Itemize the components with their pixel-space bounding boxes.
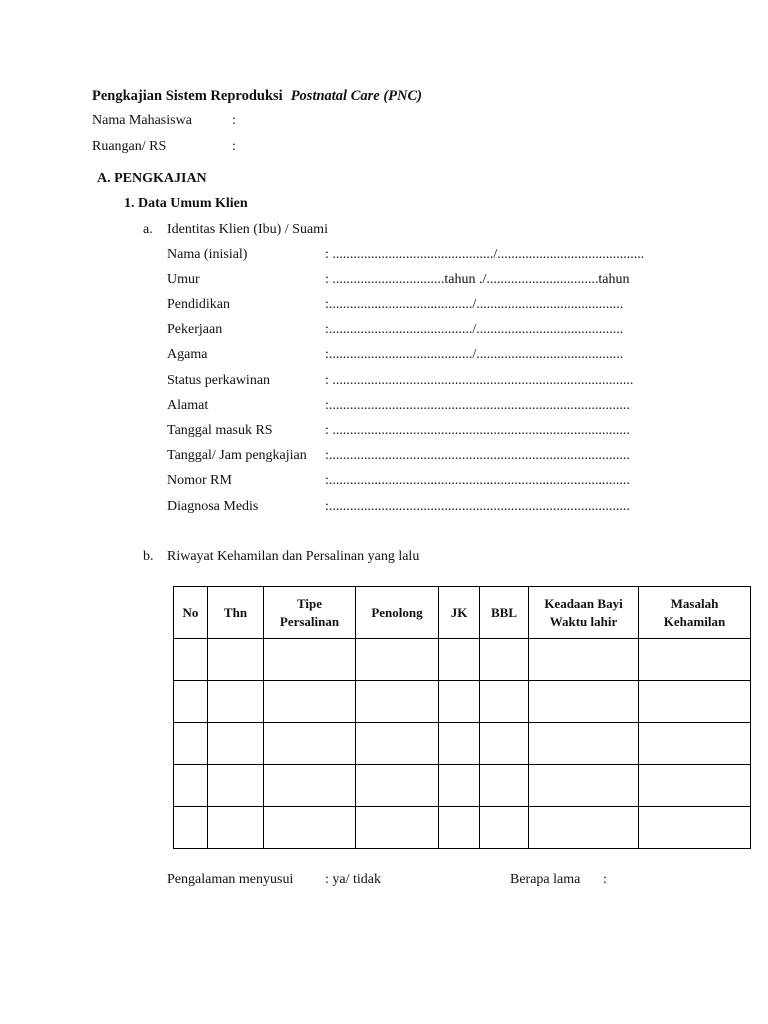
field-value[interactable]: :........................................./.......................................... (325, 297, 624, 312)
table-cell[interactable] (264, 807, 356, 849)
room-colon: : (232, 139, 236, 154)
form-title-prefix: Pengkajian Sistem Reproduksi (92, 88, 283, 104)
table-cell[interactable] (174, 639, 208, 681)
table-row (174, 723, 751, 765)
col-header-no: No (174, 587, 208, 639)
table-cell[interactable] (529, 807, 639, 849)
table-cell[interactable] (529, 681, 639, 723)
item-b-marker: b. (143, 549, 154, 564)
table-cell[interactable] (264, 765, 356, 807)
field-label: Alamat (167, 398, 209, 413)
field-value[interactable]: :...................................................................................... (325, 448, 630, 463)
field-value[interactable]: :........................................./.......................................... (325, 322, 624, 337)
table-cell[interactable] (356, 681, 439, 723)
field-label: Nomor RM (167, 473, 232, 488)
table-cell[interactable] (529, 723, 639, 765)
form-title-pnc: Postnatal Care (PNC) (290, 88, 422, 104)
field-value[interactable]: : ................................tahun ./................................tahun (325, 272, 630, 287)
table-cell[interactable] (264, 723, 356, 765)
col-header-year: Thn (208, 587, 264, 639)
field-label: Tanggal masuk RS (167, 423, 273, 438)
table-cell[interactable] (174, 681, 208, 723)
student-name-colon: : (232, 113, 236, 128)
col-header-delivery-type: Tipe Persalinan (264, 587, 356, 639)
breastfeeding-value[interactable]: : ya/ tidak (325, 872, 381, 887)
col-header-sex: JK (439, 587, 480, 639)
field-value[interactable]: : ............................................../.......................................... (325, 247, 645, 262)
table-cell[interactable] (480, 639, 529, 681)
col-header-pregnancy-problem: Masalah Kehamilan (639, 587, 751, 639)
field-label: Status perkawinan (167, 373, 271, 388)
table-cell[interactable] (356, 723, 439, 765)
table-cell[interactable] (174, 807, 208, 849)
table-cell[interactable] (174, 765, 208, 807)
table-cell[interactable] (480, 681, 529, 723)
breastfeeding-label: Pengalaman menyusui (167, 872, 294, 887)
form-title (92, 88, 422, 105)
field-value[interactable]: :...................................................................................... (325, 398, 630, 413)
duration-colon: : (603, 872, 607, 887)
table-cell[interactable] (356, 639, 439, 681)
table-cell[interactable] (264, 639, 356, 681)
field-value[interactable]: :...................................................................................... (325, 499, 630, 514)
item-a-label: Identitas Klien (Ibu) / Suami (167, 222, 328, 237)
table-cell[interactable] (356, 807, 439, 849)
field-label: Diagnosa Medis (167, 499, 259, 514)
table-cell[interactable] (439, 681, 480, 723)
field-value[interactable]: :...................................................................................... (325, 473, 630, 488)
table-cell[interactable] (639, 765, 751, 807)
table-cell[interactable] (439, 723, 480, 765)
table-cell[interactable] (356, 765, 439, 807)
table-cell[interactable] (639, 681, 751, 723)
table-cell[interactable] (208, 765, 264, 807)
field-value[interactable]: :........................................./.......................................... (325, 347, 624, 362)
field-value[interactable]: : ..................................................................................... (325, 423, 630, 438)
table-cell[interactable] (480, 807, 529, 849)
table-cell[interactable] (208, 681, 264, 723)
col-header-helper: Penolong (356, 587, 439, 639)
table-cell[interactable] (208, 807, 264, 849)
item-a-marker: a. (143, 222, 153, 237)
table-cell[interactable] (264, 681, 356, 723)
item-b-label: Riwayat Kehamilan dan Persalinan yang lalu (167, 549, 420, 564)
field-label: Pekerjaan (167, 322, 223, 337)
table-cell[interactable] (439, 765, 480, 807)
student-name-label: Nama Mahasiswa (92, 113, 192, 128)
sub-heading: 1. Data Umum Klien (124, 196, 248, 211)
col-header-birth-weight: BBL (480, 587, 529, 639)
table-header-row (174, 587, 751, 639)
table-row (174, 765, 751, 807)
field-label: Pendidikan (167, 297, 230, 312)
field-value[interactable]: : ...................................................................................... (325, 373, 634, 388)
room-label: Ruangan/ RS (92, 139, 167, 154)
field-label: Tanggal/ Jam pengkajian (167, 448, 307, 463)
field-label: Umur (167, 272, 200, 287)
table-cell[interactable] (174, 723, 208, 765)
section-heading: A. PENGKAJIAN (97, 171, 207, 186)
table-row (174, 639, 751, 681)
table-cell[interactable] (439, 807, 480, 849)
table-row (174, 807, 751, 849)
table-cell[interactable] (480, 723, 529, 765)
table-cell[interactable] (439, 639, 480, 681)
table-cell[interactable] (639, 723, 751, 765)
table-cell[interactable] (529, 639, 639, 681)
table-cell[interactable] (480, 765, 529, 807)
table-cell[interactable] (639, 807, 751, 849)
table-cell[interactable] (529, 765, 639, 807)
table-cell[interactable] (208, 639, 264, 681)
pregnancy-history-table (173, 586, 751, 849)
field-label: Agama (167, 347, 208, 362)
table-cell[interactable] (208, 723, 264, 765)
duration-label: Berapa lama (510, 872, 581, 887)
field-label: Nama (inisial) (167, 247, 248, 262)
table-row (174, 681, 751, 723)
col-header-baby-condition: Keadaan Bayi Waktu lahir (529, 587, 639, 639)
table-cell[interactable] (639, 639, 751, 681)
